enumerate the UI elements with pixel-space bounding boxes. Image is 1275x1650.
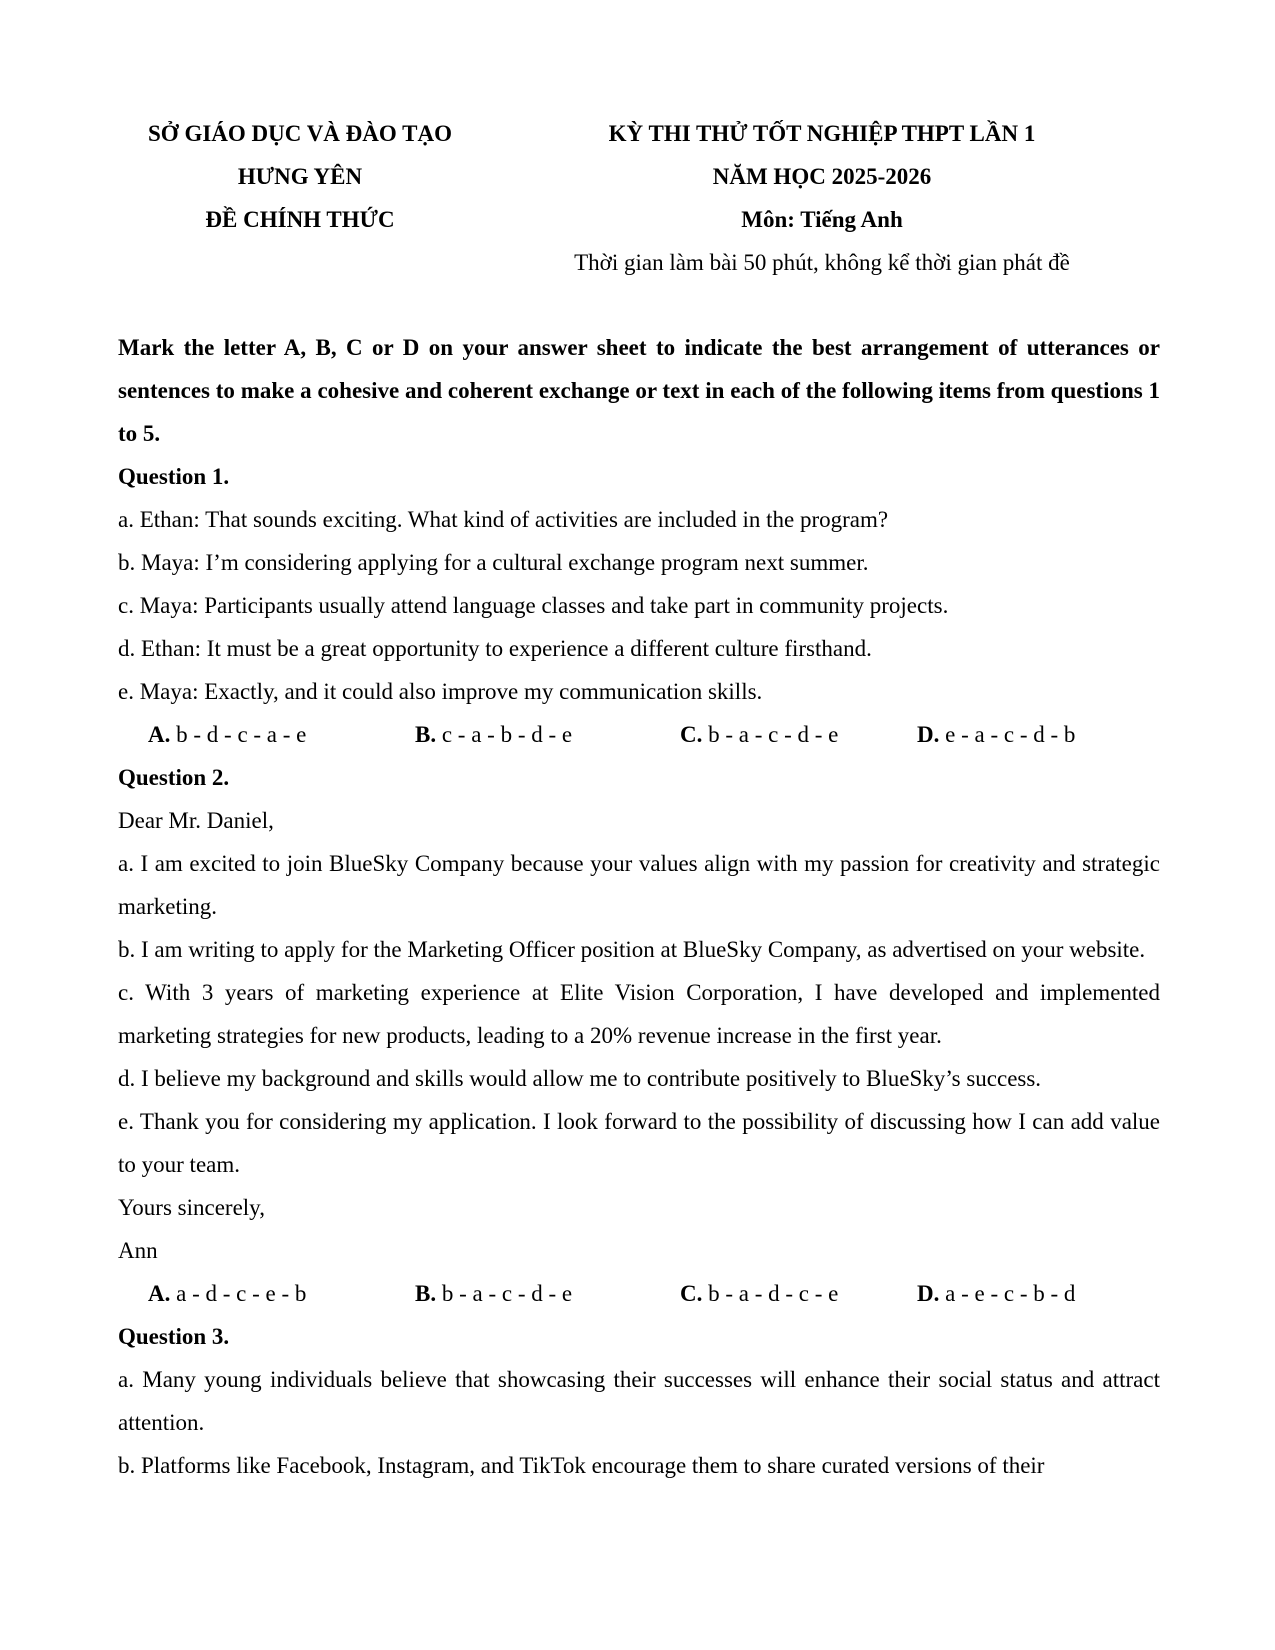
exam-title: KỲ THI THỬ TỐT NGHIỆP THPT LẦN 1 [608,121,1036,146]
question-2-option-c[interactable] [680,1272,917,1315]
question-1-line-b: b. Maya: I’m considering applying for a cultural exchange program next summer. [118,550,869,575]
question-2-signature: Ann [118,1238,158,1263]
school-year: NĂM HỌC 2025-2026 [712,164,932,189]
question-2-option-a[interactable] [148,1272,415,1315]
question-3-title: Question 3. [118,1324,230,1349]
exam-content [118,326,1160,1487]
option-text: c - a - b - d - e [441,722,573,747]
option-letter: A. [148,1281,171,1306]
option-text: a - e - c - b - d [945,1281,1076,1306]
question-2-closing: Yours sincerely, [118,1195,265,1220]
option-letter: B. [415,1281,437,1306]
option-text: b - a - c - d - e [708,722,839,747]
option-text: e - a - c - d - b [945,722,1076,747]
time-limit: Thời gian làm bài 50 phút, không kể thời gian phát đề [574,250,1070,275]
option-text: b - d - c - a - e [176,722,307,747]
question-1-options [118,713,1160,756]
question-1-line-c: c. Maya: Participants usually attend language classes and take part in community projects. [118,593,949,618]
question-3-line-b: b. Platforms like Facebook, Instagram, and TikTok encourage them to share curated versions of their [118,1453,1045,1478]
question-2-option-d[interactable] [917,1272,1117,1315]
option-letter: C. [680,1281,703,1306]
option-text: b - a - c - d - e [441,1281,573,1306]
question-2-option-b[interactable] [415,1272,680,1315]
question-2-line-b: b. I am writing to apply for the Marketing Officer position at BlueSky Company, as advertised on your website. [118,937,1146,962]
header-left-block [100,112,500,241]
question-1-title: Question 1. [118,464,230,489]
option-text: b - a - d - c - e [708,1281,839,1306]
question-1-line-a: a. Ethan: That sounds exciting. What kind of activities are included in the program? [118,507,889,532]
question-2-title: Question 2. [118,765,230,790]
question-2-line-a: a. I am excited to join BlueSky Company because your values align with my passion for creativity and strategic marketing. [118,851,1160,919]
option-letter: C. [680,722,703,747]
question-1-option-d[interactable] [917,713,1117,756]
question-2-line-e: e. Thank you for considering my application. I look forward to the possibility of discussing how I can add value to your team. [118,1109,1160,1177]
question-2-line-d: d. I believe my background and skills would allow me to contribute positively to BlueSky’s success. [118,1066,1042,1091]
province-name: HƯNG YÊN [237,164,363,189]
section-instruction: Mark the letter A, B, C or D on your answer sheet to indicate the best arrangement of utterances or sentences to make a cohesive and coherent exchange or text in each of the following items from questions 1 to 5. [118,335,1160,446]
question-1-line-e: e. Maya: Exactly, and it could also improve my communication skills. [118,679,763,704]
question-2-line-c: c. With 3 years of marketing experience at Elite Vision Corporation, I have developed and implemented marketing strategies for new products, leading to a 20% revenue increase in the first year. [118,980,1160,1048]
question-1-line-d: d. Ethan: It must be a great opportunity to experience a different culture firsthand. [118,636,872,661]
department-name: SỞ GIÁO DỤC VÀ ĐÀO TẠO [148,121,452,146]
option-letter: D. [917,1281,940,1306]
official-exam-label: ĐỀ CHÍNH THỨC [205,207,395,232]
question-1-option-a[interactable] [148,713,415,756]
question-2-greeting: Dear Mr. Daniel, [118,808,274,833]
question-1-option-b[interactable] [415,713,680,756]
option-letter: D. [917,722,940,747]
header-right-block [537,112,1107,284]
option-text: a - d - c - e - b [176,1281,307,1306]
question-1-option-c[interactable] [680,713,917,756]
option-letter: A. [148,722,171,747]
question-3-line-a: a. Many young individuals believe that showcasing their successes will enhance their social status and attract attention. [118,1367,1160,1435]
subject: Môn: Tiếng Anh [741,207,903,232]
question-2-options [118,1272,1160,1315]
option-letter: B. [415,722,437,747]
